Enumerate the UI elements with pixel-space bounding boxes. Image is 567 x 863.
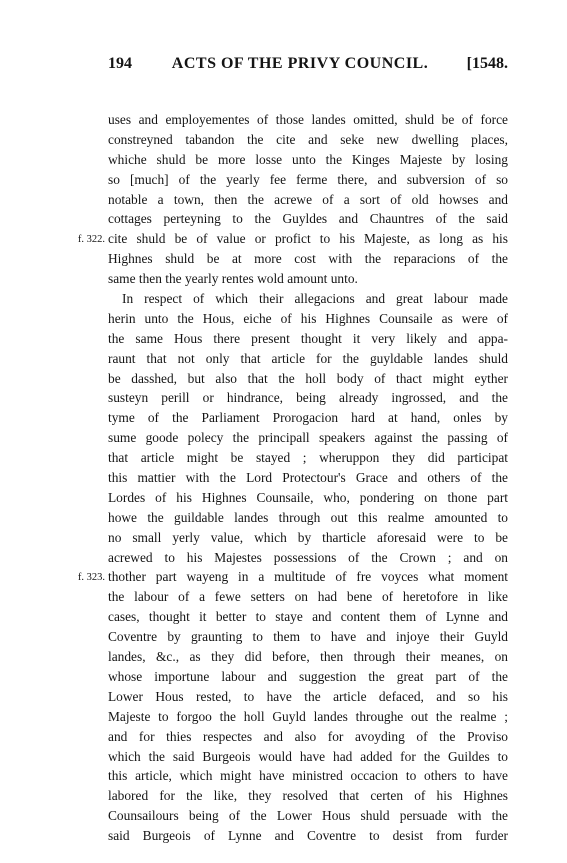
- line-text: tyme of the Parliament Prorogacion hard at hand, onles by: [108, 410, 508, 426]
- line-text: the same Hous there present thought it very likely and appa-: [108, 330, 508, 346]
- line-text: whiche shuld be more losse unto the Kinges Majeste by losing: [108, 151, 508, 167]
- line-text: thother part wayeng in a multitude of fre voyces what moment: [108, 569, 508, 585]
- line-text: that article might be stayed ; wheruppon they did participat: [108, 450, 508, 466]
- line-text: landes, &c., as they did before, then through their meanes, on: [108, 649, 508, 665]
- line-text: Lordes of his Highnes Counsaile, who, pondering on thone part: [108, 489, 508, 505]
- line-text: notable a town, then the acrewe of a sort of old howses and: [108, 191, 508, 207]
- text-line: [108, 289, 508, 309]
- text-line: [108, 766, 508, 786]
- text-line: [108, 647, 508, 667]
- text-line: [108, 607, 508, 627]
- text-line: [108, 349, 508, 369]
- line-text: no small yerly value, which by tharticle aforesaid were to be: [108, 529, 508, 545]
- line-text: and for thies respectes and also for avoyding of the Proviso: [108, 728, 508, 744]
- text-line: [108, 309, 508, 329]
- line-text: Coventre by graunting to them to have and injoye their Guyld: [108, 629, 508, 645]
- running-header: [92, 55, 508, 81]
- text-line: [108, 369, 508, 389]
- text-line: [108, 329, 508, 349]
- line-text: constreyned tabandon the cite and seke new dwelling places,: [108, 131, 508, 147]
- line-text: which the said Burgeois would have had added for the Guildes to: [108, 748, 508, 764]
- line-text: cottages perteyning to the Guyldes and Chauntres of the said: [108, 211, 508, 227]
- text-line: [108, 130, 508, 150]
- folio-marker: f. 323.: [77, 572, 105, 584]
- text-line: [108, 587, 508, 607]
- text-line: [108, 190, 508, 210]
- line-text: Highnes shuld be at more cost with the reparacions of the: [108, 251, 508, 267]
- line-text: cases, thought it better to staye and content them of Lynne and: [108, 609, 508, 625]
- page-number: 194: [108, 55, 132, 72]
- line-text: so [much] of the yearly fee ferme there, and subversion of so: [108, 171, 508, 187]
- line-text: this mattier with the Lord Protectour's Grace and others of the: [108, 470, 508, 486]
- text-line: [108, 150, 508, 170]
- text-line: [108, 388, 508, 408]
- line-text: herin unto the Hous, eiche of his Highnes Counsaile as were of: [108, 310, 508, 326]
- running-title: ACTS OF THE PRIVY COUNCIL.: [171, 55, 429, 72]
- text-line: [108, 428, 508, 448]
- line-text: susteyn perill or hindrance, being already ingrossed, and the: [108, 390, 508, 406]
- body-text: [77, 110, 508, 846]
- text-line: [108, 548, 508, 568]
- line-text: Counsailours being of the Lower Hous shuld persuade with the: [108, 808, 508, 824]
- line-text: same then the yearly rentes wold amount unto.: [108, 271, 358, 287]
- line-text: labored for the like, they resolved that certen of his Highnes: [108, 788, 508, 804]
- line-text: howe the guildable landes through out this realme amounted to: [108, 509, 508, 525]
- line-text: the labour of a fewe setters on had bene of heretofore in like: [108, 589, 508, 605]
- text-line: [108, 627, 508, 647]
- text-line: [108, 488, 508, 508]
- line-text: whose importune labour and suggestion the great part of the: [108, 668, 508, 684]
- text-line: [108, 528, 508, 548]
- text-line: [77, 229, 508, 249]
- line-text: said Burgeois of Lynne and Coventre to desist from furder: [108, 828, 508, 844]
- text-line: [108, 707, 508, 727]
- line-text: acrewed to his Majestes possessions of the Crown ; and on: [108, 549, 508, 565]
- text-line: [108, 826, 508, 846]
- text-line: [108, 786, 508, 806]
- line-text: Majeste to forgoo the holl Guyld landes throughe out the realme ;: [108, 708, 508, 724]
- text-line: [108, 249, 508, 269]
- text-line: [108, 408, 508, 428]
- line-text: raunt that not only that article for the guyldable landes shuld: [108, 350, 508, 366]
- line-text: be dasshed, but also that the holl body of thact might eyther: [108, 370, 508, 386]
- line-text: In respect of which their allegacions and great labour made: [122, 291, 508, 307]
- header-year: [1548.: [466, 55, 508, 72]
- folio-marker: f. 322.: [77, 234, 105, 246]
- text-line: [108, 806, 508, 826]
- text-line: [108, 468, 508, 488]
- line-text: uses and employementes of those landes omitted, shuld be of force: [108, 112, 508, 127]
- text-line: [108, 170, 508, 190]
- text-line: [108, 687, 508, 707]
- text-line: [108, 727, 508, 747]
- text-line: [77, 567, 508, 587]
- text-line: [108, 448, 508, 468]
- text-line: [108, 667, 508, 687]
- line-text: this article, which might have ministred occacion to others to have: [108, 768, 508, 784]
- line-text: sume goode polecy the principall speakers against the passing of: [108, 430, 508, 446]
- text-line: [108, 209, 508, 229]
- text-line: [108, 508, 508, 528]
- text-line: [108, 747, 508, 767]
- line-text: cite shuld be of value or profict to his Majeste, as long as his: [108, 231, 508, 247]
- text-line: [108, 110, 508, 130]
- line-text: Lower Hous rested, to have the article defaced, and so his: [108, 688, 508, 704]
- text-line: [108, 269, 508, 289]
